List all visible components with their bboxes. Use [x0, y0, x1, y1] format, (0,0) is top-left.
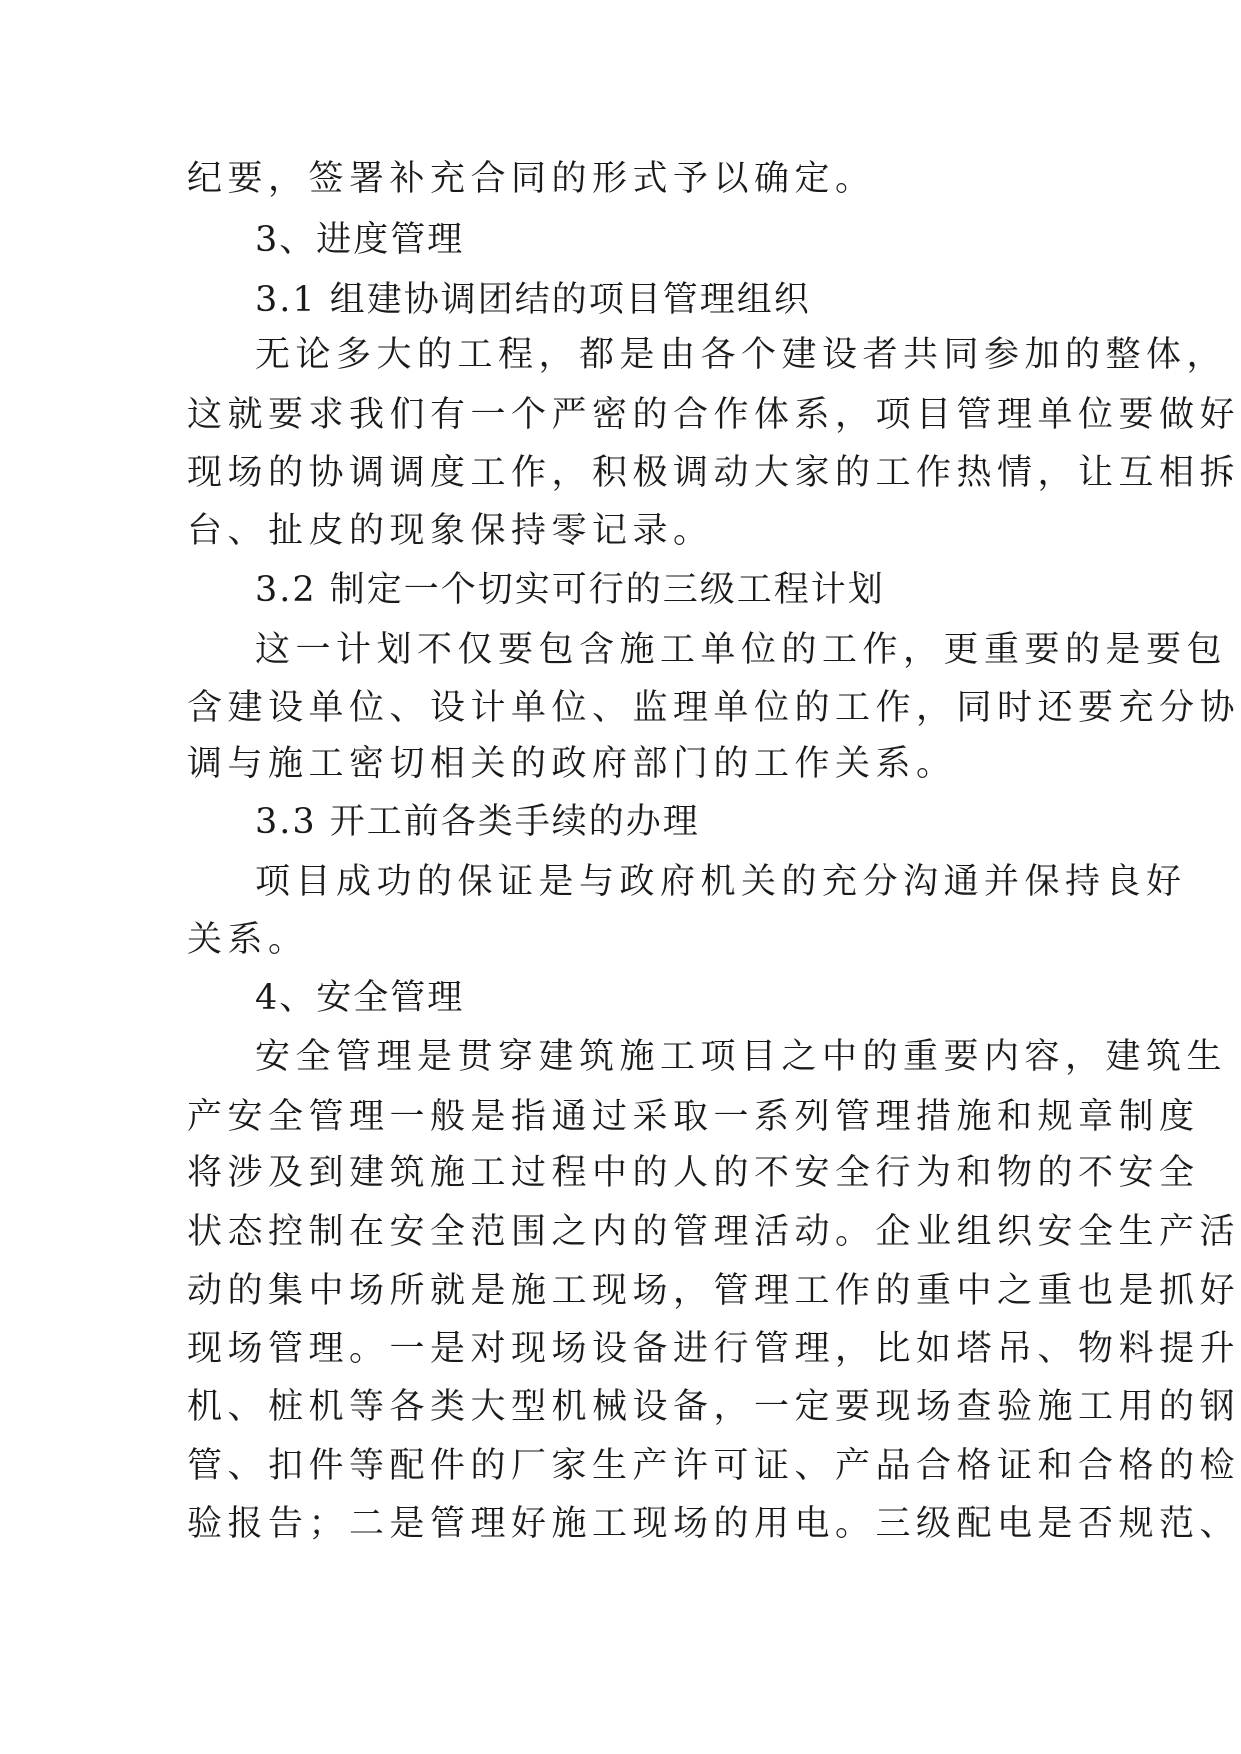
paragraph-line: 验报告；二是管理好施工现场的用电。三级配电是否规范、	[187, 1504, 1241, 1544]
paragraph-line: 管、扣件等配件的厂家生产许可证、产品合格证和合格的检	[187, 1446, 1241, 1486]
paragraph-line: 现场的协调调度工作，积极调动大家的工作热情，让互相拆	[187, 453, 1241, 493]
section-heading: 3、进度管理	[255, 220, 465, 260]
paragraph-line: 含建设单位、设计单位、监理单位的工作，同时还要充分协	[187, 688, 1241, 728]
paragraph-line: 这就要求我们有一个严密的合作体系，项目管理单位要做好	[187, 395, 1241, 435]
paragraph-line: 现场管理。一是对现场设备进行管理，比如塔吊、物料提升	[187, 1329, 1241, 1369]
subsection-heading: 3.1 组建协调团结的项目管理组织	[255, 280, 811, 320]
paragraph-line: 产安全管理一般是指通过采取一系列管理措施和规章制度	[187, 1097, 1200, 1137]
paragraph-line: 将涉及到建筑施工过程中的人的不安全行为和物的不安全	[187, 1153, 1200, 1193]
paragraph-line: 项目成功的保证是与政府机关的充分沟通并保持良好	[255, 862, 1187, 902]
paragraph-line: 台、扯皮的现象保持零记录。	[187, 511, 714, 551]
subsection-heading: 3.2 制定一个切实可行的三级工程计划	[255, 570, 885, 610]
paragraph-line: 关系。	[187, 920, 309, 960]
subsection-heading: 3.3 开工前各类手续的办理	[255, 802, 700, 842]
paragraph-line: 调与施工密切相关的政府部门的工作关系。	[187, 744, 957, 784]
paragraph-line: 这一计划不仅要包含施工单位的工作，更重要的是要包	[255, 630, 1228, 670]
paragraph-line: 动的集中场所就是施工现场，管理工作的重中之重也是抓好	[187, 1271, 1241, 1311]
paragraph-line: 机、桩机等各类大型机械设备，一定要现场查验施工用的钢	[187, 1387, 1241, 1427]
section-heading: 4、安全管理	[255, 978, 465, 1018]
paragraph-line: 状态控制在安全范围之内的管理活动。企业组织安全生产活	[187, 1212, 1241, 1252]
paragraph-line: 纪要，签署补充合同的形式予以确定。	[187, 159, 876, 199]
paragraph-line: 无论多大的工程，都是由各个建设者共同参加的整体，	[255, 335, 1228, 375]
paragraph-line: 安全管理是贯穿建筑施工项目之中的重要内容，建筑生	[255, 1037, 1228, 1077]
